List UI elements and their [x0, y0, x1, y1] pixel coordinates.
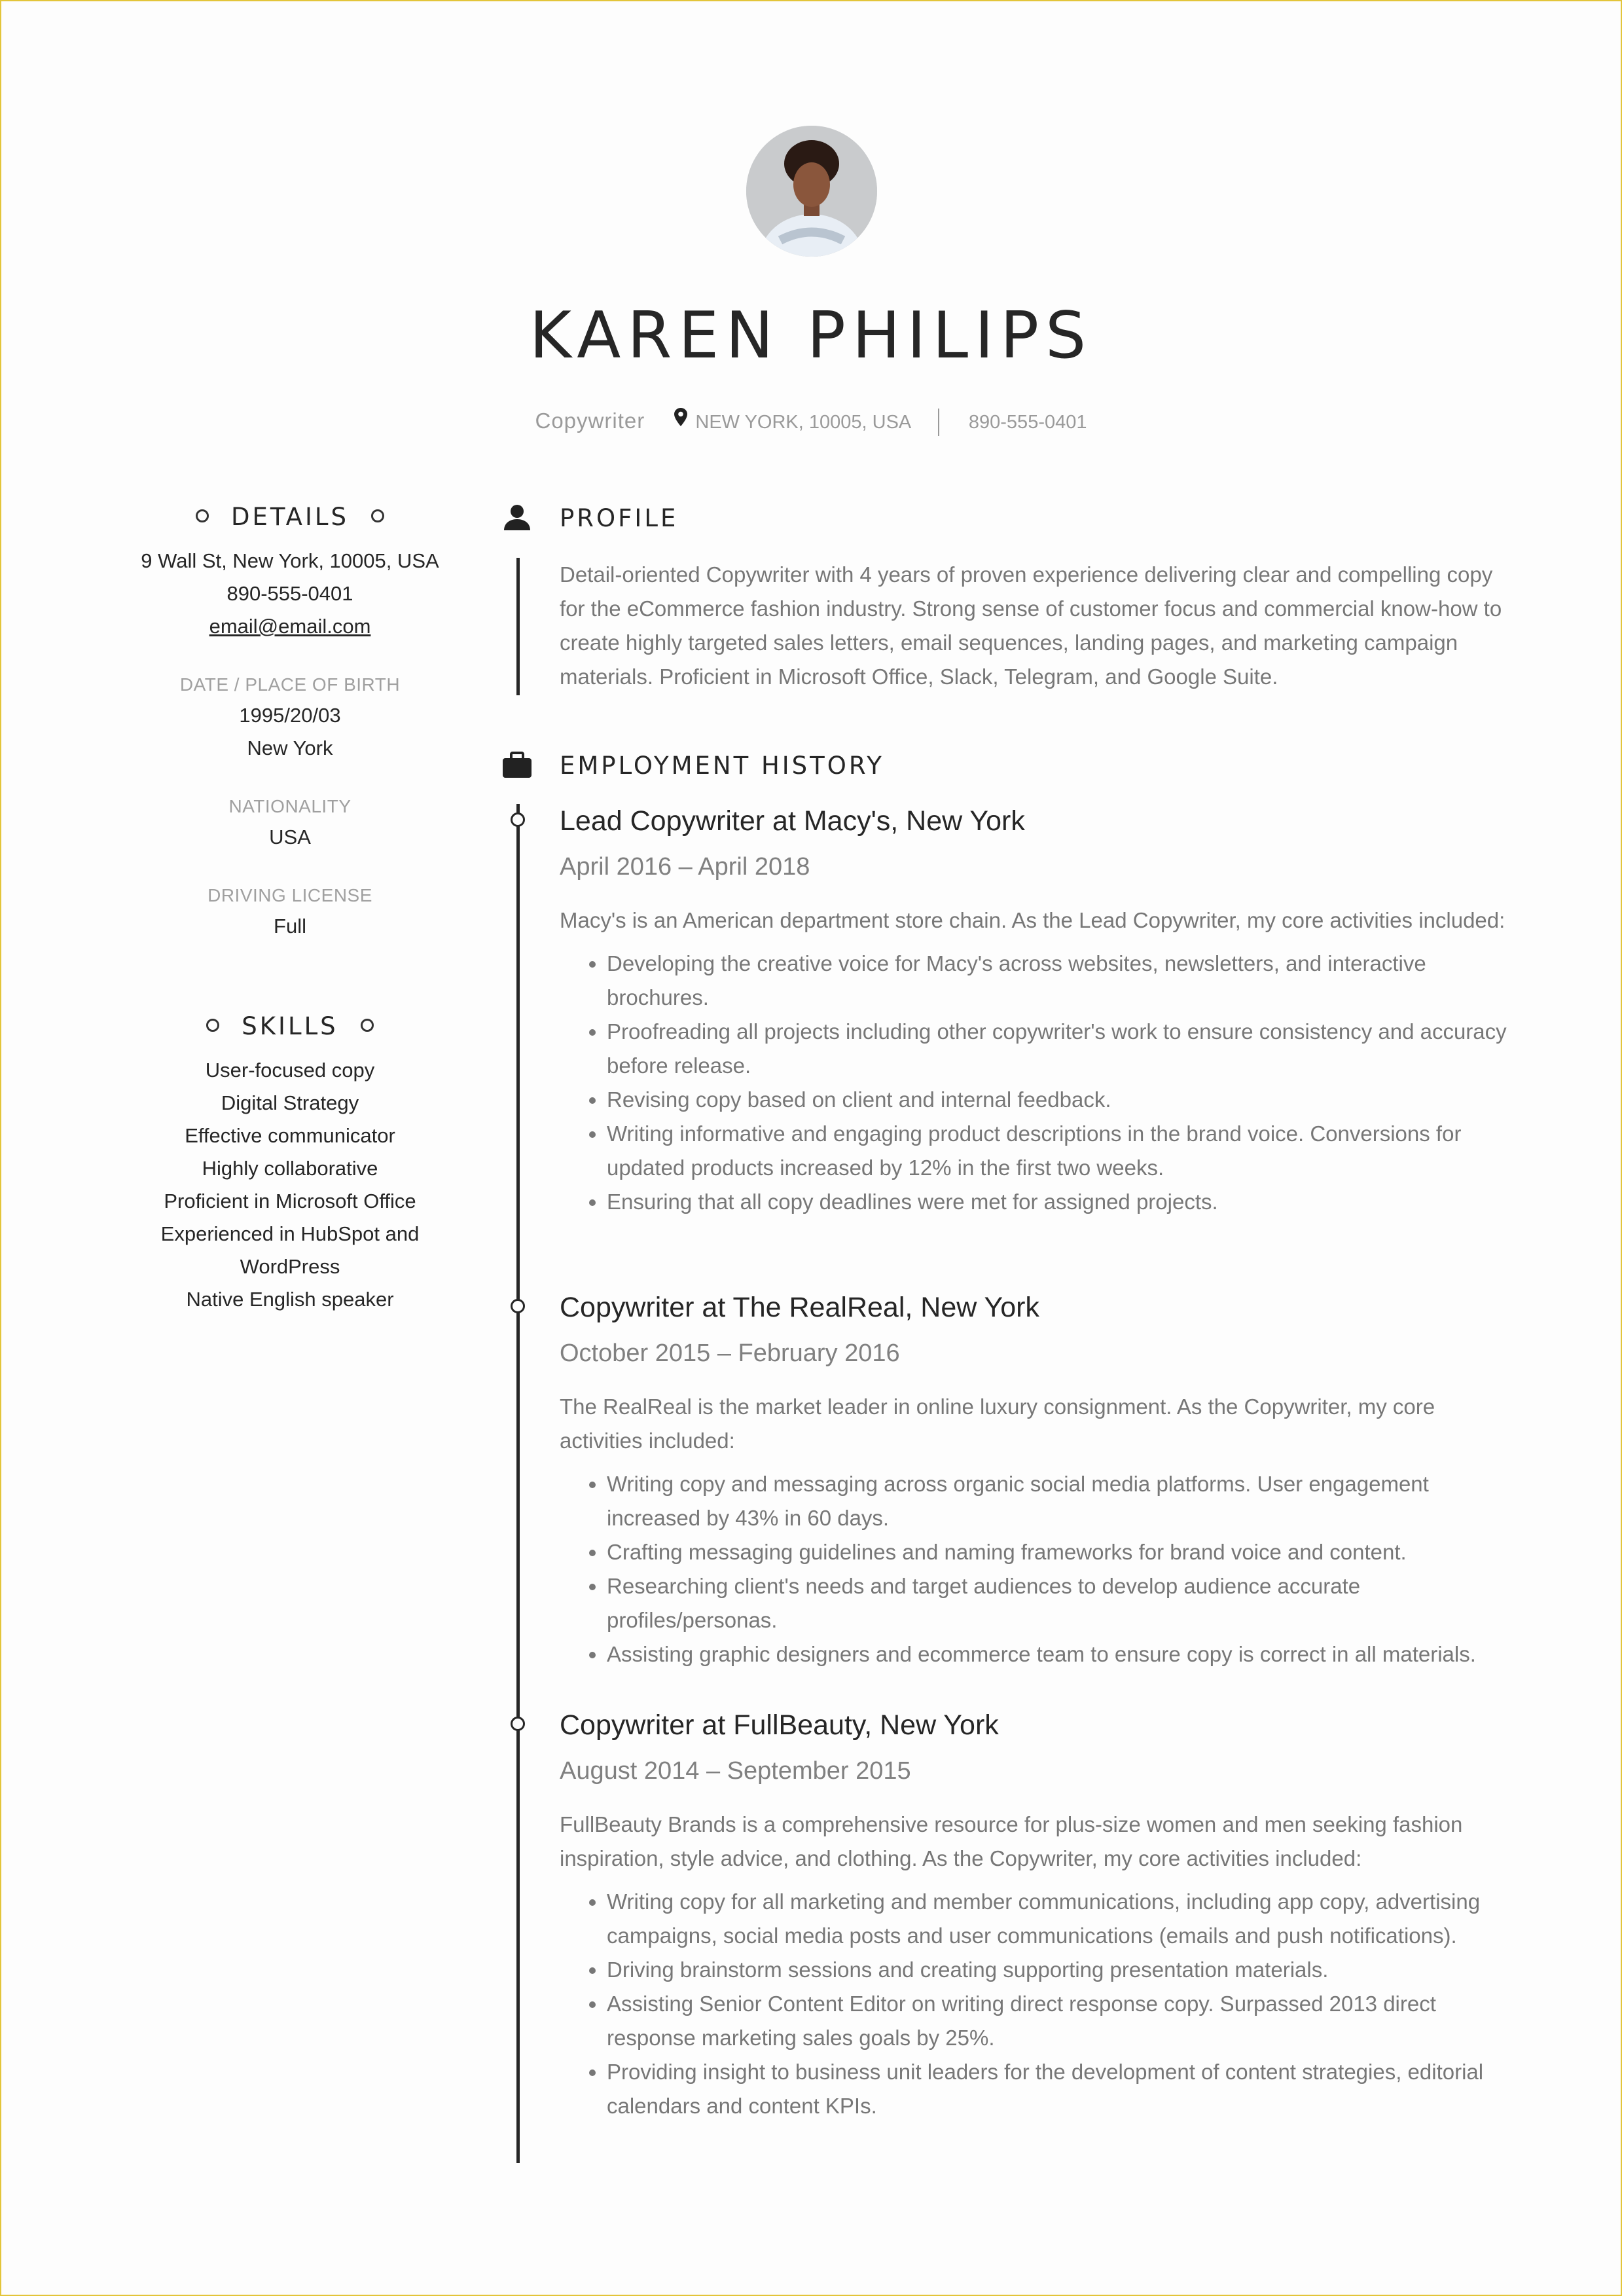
list-item: • Researching client's needs and target audiences to develop audience accurate profiles/personas.	[607, 1569, 1509, 1637]
employment-heading: EMPLOYMENT HISTORY	[560, 752, 884, 780]
job-entry	[560, 801, 1509, 1219]
details-phone: 890-555-0401	[226, 582, 353, 605]
skill-item: Digital Strategy	[221, 1091, 359, 1114]
left-column	[118, 498, 462, 1316]
job-description: The RealReal is the market leader in online luxury consignment. As the Copywriter, my core activities included:	[560, 1394, 1435, 1453]
job-title: Copywriter at FullBeauty, New York	[560, 1709, 999, 1741]
timeline-dot	[511, 1299, 525, 1313]
list-item: • Proofreading all projects including other copywriter's work to ensure consistency and accuracy before release.	[607, 1015, 1509, 1083]
list-item: • Assisting Senior Content Editor on writing direct response copy. Surpassed 2013 direct response marketing sales goals by 25%.	[607, 1987, 1509, 2055]
skills-heading: SKILLS	[118, 1007, 462, 1046]
header-phone: 890-555-0401	[968, 412, 1087, 433]
location-text: NEW YORK, 10005, USA	[695, 412, 910, 433]
header-divider	[938, 409, 939, 436]
details-email-link[interactable]: email@email.com	[209, 615, 371, 638]
details-heading: DETAILS	[118, 498, 462, 537]
skill-item: Highly collaborative	[202, 1157, 378, 1180]
profile-heading: PROFILE	[560, 504, 679, 532]
person-icon	[501, 504, 533, 536]
profile-text: Detail-oriented Copywriter with 4 years of proven experience delivering clear and compelling copy for the eCommerce fashion industry. Strong sense of customer focus and commercial know-how to create highly targeted sales letters, email sequences, landing pages, and marketing campaign materials. Proficient in Microsoft Office, Slack, Telegram, and Google Suite.	[560, 562, 1502, 689]
header-location	[674, 412, 915, 433]
job-bullets	[560, 1467, 1509, 1671]
list-item: • Providing insight to business unit leaders for the development of content strategies, editorial calendars and content KPIs.	[607, 2055, 1509, 2123]
job-description: Macy's is an American department store chain. As the Lead Copywriter, my core activities included:	[560, 908, 1505, 932]
list-item: • Crafting messaging guidelines and naming frameworks for brand voice and content.	[607, 1535, 1509, 1569]
skill-item: Experienced in HubSpot and WordPress	[160, 1222, 420, 1278]
job-bullets	[560, 947, 1509, 1219]
job-bullets	[560, 1885, 1509, 2123]
skill-item: User-focused copy	[205, 1059, 375, 1082]
candidate-name: KAREN PHILIPS	[529, 299, 1093, 373]
skill-item: Native English speaker	[186, 1288, 394, 1311]
job-dates: August 2014 – September 2015	[560, 1757, 911, 1785]
license-value: Full	[274, 915, 306, 938]
profile-photo	[746, 126, 877, 257]
location-pin-icon	[674, 404, 687, 437]
job-dates: April 2016 – April 2018	[560, 853, 810, 881]
employment-timeline	[516, 804, 520, 2163]
job-entry	[560, 1288, 1509, 1671]
job-dates: October 2015 – February 2016	[560, 1339, 900, 1367]
license-label: DRIVING LICENSE	[207, 885, 372, 905]
job-title: Lead Copywriter at Macy's, New York	[560, 805, 1025, 837]
ring-icon	[371, 509, 384, 522]
list-item: • Assisting graphic designers and ecommerce team to ensure copy is correct in all materials.	[607, 1637, 1509, 1671]
ring-icon	[196, 509, 209, 522]
header-subline	[0, 405, 1622, 439]
job-role: Copywriter	[535, 409, 645, 433]
profile-line	[516, 558, 520, 695]
timeline-dot	[511, 1717, 525, 1731]
list-item: • Writing informative and engaging product descriptions in the brand voice. Conversions for updated products increased by 12% in the first two weeks.	[607, 1117, 1509, 1185]
list-item: • Developing the creative voice for Macy's across websites, newsletters, and interactive brochures.	[607, 947, 1509, 1015]
skill-item: Effective communicator	[185, 1124, 395, 1147]
list-item: • Revising copy based on client and internal feedback.	[607, 1083, 1509, 1117]
list-item: • Writing copy and messaging across organic social media platforms. User engagement increased by 43% in 60 days.	[607, 1467, 1509, 1535]
list-item: • Writing copy for all marketing and member communications, including app copy, advertising campaigns, social media posts and user communications (emails and push notifications).	[607, 1885, 1509, 1953]
job-title: Copywriter at The RealReal, New York	[560, 1292, 1039, 1323]
ring-icon	[206, 1019, 219, 1032]
birth-place: New York	[247, 737, 333, 759]
details-address: 9 Wall St, New York, 10005, USA	[141, 549, 439, 572]
list-item: • Driving brainstorm sessions and creating supporting presentation materials.	[607, 1953, 1509, 1987]
nationality-value: USA	[269, 826, 311, 848]
briefcase-icon	[501, 752, 533, 782]
birth-label: DATE / PLACE OF BIRTH	[179, 674, 401, 695]
skill-item: Proficient in Microsoft Office	[164, 1190, 416, 1212]
job-description: FullBeauty Brands is a comprehensive resource for plus-size women and men seeking fashion inspiration, style advice, and clothing. As the Copywriter, my core activities included:	[560, 1812, 1463, 1870]
nationality-label: NATIONALITY	[228, 796, 351, 816]
job-entry	[560, 1705, 1509, 2123]
timeline-dot	[511, 812, 525, 827]
skills-list	[153, 1054, 427, 1316]
ring-icon	[361, 1019, 374, 1032]
birth-date: 1995/20/03	[239, 704, 341, 727]
list-item: • Ensuring that all copy deadlines were met for assigned projects.	[607, 1185, 1509, 1219]
